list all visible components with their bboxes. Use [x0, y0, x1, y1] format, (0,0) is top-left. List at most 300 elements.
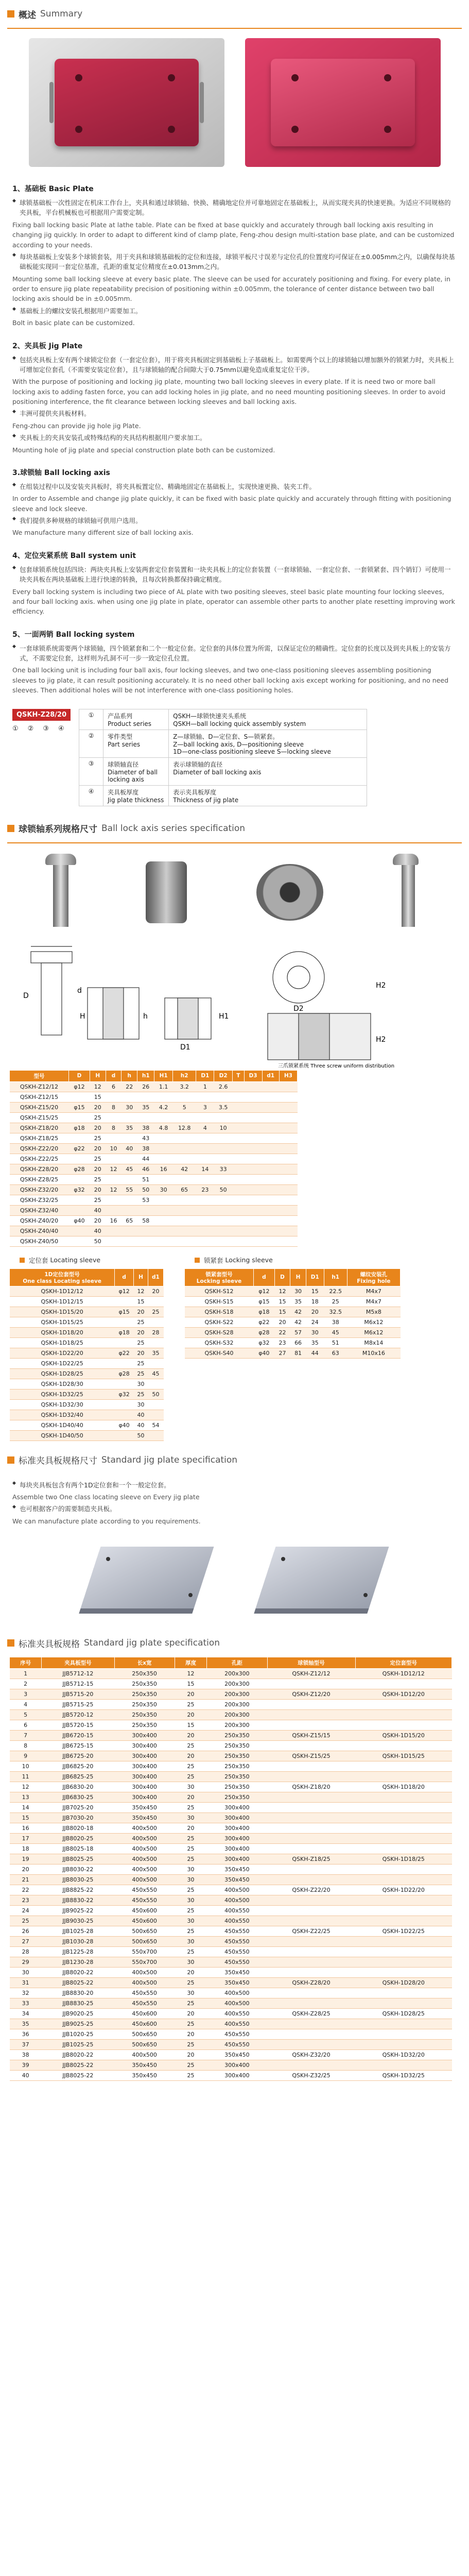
table-cell: 25 — [90, 1195, 106, 1205]
table-cell: QSKH-1D28/30 — [10, 1379, 115, 1389]
jig-table-row — [10, 1978, 452, 1988]
code-num: ① — [79, 709, 103, 730]
table-cell: 350x450 — [207, 2050, 267, 2060]
table-cell — [267, 1895, 355, 1906]
table-cell — [232, 1133, 244, 1143]
table-cell: JJB5712-15 — [42, 1679, 114, 1689]
table-cell — [232, 1184, 244, 1195]
table-cell — [154, 1174, 173, 1184]
jig-table-row — [10, 1947, 452, 1957]
table-cell — [267, 1823, 355, 1834]
column-header: H — [134, 1268, 148, 1286]
table-cell — [262, 1164, 279, 1174]
table-cell — [232, 1226, 244, 1236]
table-cell: JJB1230-28 — [42, 1957, 114, 1968]
table-cell: QSKH-1D12/12 — [355, 1669, 451, 1679]
table-cell: 550x700 — [114, 1947, 175, 1957]
table-cell: 25 — [134, 1337, 148, 1348]
table-cell — [115, 1337, 134, 1348]
section-3-p2-cn: ◆ 我们提供多种规格的球锁轴可供用户选用。 — [12, 516, 457, 526]
drawing-label-h1: H1 — [219, 1012, 229, 1021]
table-cell: 30 — [175, 1988, 206, 1998]
table-cell: 32 — [10, 1988, 42, 1998]
table-cell: QSKH-1D15/20 — [10, 1307, 115, 1317]
table-cell — [355, 2060, 451, 2071]
table-cell: 42 — [290, 1317, 306, 1327]
jig-table-row — [10, 2019, 452, 2029]
table-cell: 35 — [137, 1102, 154, 1112]
table-cell: φ12 — [115, 1286, 134, 1296]
table-cell: JJB8030-22 — [42, 1865, 114, 1875]
table-cell: 46 — [137, 1164, 154, 1174]
code-num: ③ — [79, 757, 103, 785]
table-cell: 300x400 — [207, 2060, 267, 2071]
table-cell: 44 — [306, 1348, 324, 1358]
table-cell: 300x400 — [207, 1823, 267, 1834]
table-cell: 30 — [134, 1399, 148, 1410]
column-header: D3 — [244, 1070, 262, 1081]
table-cell: JJB9025-22 — [42, 1906, 114, 1916]
table-cell: 9 — [10, 1751, 42, 1761]
table-cell: 7 — [10, 1731, 42, 1741]
table-cell: 40 — [134, 1420, 148, 1430]
table-cell: JJB7025-20 — [42, 1803, 114, 1813]
table-cell: 25 — [324, 1296, 347, 1307]
table-cell: 350x450 — [207, 1978, 267, 1988]
jig-note-cn: ◆ 每块夹具板包含有两个1D定位套和一个一般定位套。 — [12, 1480, 457, 1490]
table-cell: 11 — [10, 1772, 42, 1782]
table-cell — [106, 1236, 121, 1246]
code-value: 表示球锁轴的直径 Diameter of ball locking axis — [169, 757, 367, 785]
table-cell — [172, 1236, 196, 1246]
table-cell — [106, 1133, 121, 1143]
table-cell: 250x350 — [114, 1720, 175, 1731]
table-cell: 8 — [106, 1102, 121, 1112]
axis-table-row — [10, 1215, 298, 1226]
table-cell: 20 — [90, 1215, 106, 1226]
table-cell: QSKH-S18 — [185, 1307, 254, 1317]
code-key: 球锁轴直径 Diameter of ball locking axis — [103, 757, 169, 785]
axis-table-wrap — [0, 1070, 469, 1247]
table-cell: QSKH-Z15/25 — [267, 1751, 355, 1761]
table-cell: 250x350 — [114, 1710, 175, 1720]
table-cell: 20 — [175, 2029, 206, 2040]
table-cell: JJB1020-25 — [42, 2029, 114, 2040]
table-cell: 12 — [90, 1081, 106, 1092]
table-cell: 450x550 — [114, 1998, 175, 2009]
table-cell: 25 — [134, 1389, 148, 1399]
column-header: 螺纹安装孔 Fixing hole — [347, 1268, 400, 1286]
table-cell — [154, 1154, 173, 1164]
jig-table-title: 标准夹具板规格 — [19, 1639, 80, 1650]
table-cell — [115, 1399, 134, 1410]
axis-spec-title: 球锁轴系列规格尺寸 — [19, 824, 97, 835]
table-cell: 25 — [175, 2019, 206, 2029]
table-cell: 26 — [137, 1081, 154, 1092]
table-cell: 8 — [106, 1123, 121, 1133]
locking-table-row — [185, 1317, 401, 1327]
table-cell — [244, 1102, 262, 1112]
table-cell — [267, 1792, 355, 1803]
table-cell — [267, 1998, 355, 2009]
table-cell: 20 — [134, 1327, 148, 1337]
table-cell: 450x600 — [114, 1916, 175, 1926]
table-cell: 25 — [175, 1844, 206, 1854]
jig-plate-image-2 — [255, 1541, 389, 1619]
table-cell — [121, 1226, 137, 1236]
table-cell: QSKH-Z12/15 — [10, 1092, 69, 1102]
locating-table-row — [10, 1307, 164, 1317]
code-value: QSKH—球锁快速夹头系统 QSKH—ball locking quick assembly system — [169, 709, 367, 730]
table-cell: M4x7 — [347, 1296, 400, 1307]
table-cell — [154, 1133, 173, 1143]
column-header: d1 — [262, 1070, 279, 1081]
table-cell — [196, 1112, 214, 1123]
table-cell — [214, 1154, 233, 1164]
table-cell: JJB5720-15 — [42, 1720, 114, 1731]
jig-table-row — [10, 1988, 452, 1998]
table-cell: 300x400 — [114, 1751, 175, 1761]
table-cell: 400x550 — [207, 1906, 267, 1916]
table-cell: 2 — [10, 1679, 42, 1689]
table-cell — [262, 1215, 279, 1226]
table-cell: 16 — [106, 1215, 121, 1226]
table-cell: 58 — [137, 1215, 154, 1226]
table-cell — [267, 1947, 355, 1957]
table-cell — [196, 1205, 214, 1215]
table-cell: 27 — [274, 1348, 290, 1358]
jig-table-header — [0, 1629, 469, 1657]
drawing-label-h2-b: H2 — [376, 981, 386, 990]
table-cell: 200x300 — [207, 1689, 267, 1700]
table-cell — [148, 1296, 163, 1307]
table-cell — [279, 1205, 297, 1215]
drawing-label-d: D — [23, 991, 29, 1000]
locking-sleeve-image — [256, 864, 323, 921]
table-cell: QSKH-1D32/25 — [10, 1389, 115, 1399]
table-cell: JJB1225-28 — [42, 1947, 114, 1957]
table-cell — [262, 1195, 279, 1205]
table-cell — [148, 1430, 163, 1440]
table-cell: 65 — [121, 1215, 137, 1226]
table-cell — [267, 1916, 355, 1926]
jig-spec-header — [0, 1446, 469, 1474]
table-cell: 13 — [10, 1792, 42, 1803]
jig-table-row — [10, 2029, 452, 2040]
table-cell: QSKH-Z40/50 — [10, 1236, 69, 1246]
table-cell — [172, 1215, 196, 1226]
locating-table-row — [10, 1286, 164, 1296]
section-3-p1-cn: ◆ 在组装过程中以及安装夹具板时，将夹具板置定位、精确地固定在基础板上，实现快速更换、装夹工件。 — [12, 482, 457, 492]
table-cell — [267, 1679, 355, 1689]
table-cell — [232, 1092, 244, 1102]
column-header: d — [106, 1070, 121, 1081]
axis-table-row — [10, 1174, 298, 1184]
column-header: 1D定位套型号 One class Locating sleeve — [10, 1268, 115, 1286]
axis-table-row — [10, 1092, 298, 1102]
table-cell — [106, 1092, 121, 1102]
table-cell: 450x550 — [207, 1947, 267, 1957]
table-cell — [69, 1174, 90, 1184]
table-header-row — [10, 1268, 164, 1286]
table-cell — [279, 1226, 297, 1236]
table-cell: 400x500 — [207, 1998, 267, 2009]
jig-table-row — [10, 2050, 452, 2060]
table-cell — [355, 1865, 451, 1875]
table-cell: 400x500 — [114, 1875, 175, 1885]
jig-table-row — [10, 1885, 452, 1895]
locating-table-row — [10, 1379, 164, 1389]
table-cell: 36 — [10, 2029, 42, 2040]
table-cell: 300x400 — [207, 1834, 267, 1844]
table-cell: 20 — [90, 1102, 106, 1112]
table-cell — [244, 1215, 262, 1226]
table-cell: 500x650 — [114, 1926, 175, 1937]
table-cell — [106, 1174, 121, 1184]
table-cell: 350x450 — [207, 1875, 267, 1885]
section-3-p2-en: We manufacture many different size of ball locking axis. — [12, 529, 194, 537]
table-cell: 32.5 — [324, 1307, 347, 1317]
table-cell — [137, 1205, 154, 1215]
table-cell — [69, 1092, 90, 1102]
axis-table-row — [10, 1123, 298, 1133]
table-cell — [106, 1112, 121, 1123]
table-cell: 25 — [134, 1358, 148, 1368]
locking-sleeve-header — [184, 1252, 401, 1268]
jig-table-row — [10, 1792, 452, 1803]
section-ball-locking-axis — [0, 460, 469, 543]
table-cell: 35 — [10, 2019, 42, 2029]
table-cell — [214, 1143, 233, 1154]
table-cell — [244, 1236, 262, 1246]
table-cell — [232, 1174, 244, 1184]
column-header: h1 — [137, 1070, 154, 1081]
section-2-p3-cn: ◆ 夹具板上的夹具安装孔或特殊结构的夹具结构根据用户要求加工。 — [12, 433, 457, 443]
table-cell: 450x550 — [114, 1885, 175, 1895]
section-1-title: 1、基础板 Basic Plate — [12, 185, 94, 193]
table-cell: 30 — [290, 1286, 306, 1296]
table-cell: JJB9025-25 — [42, 2019, 114, 2029]
table-cell: QSKH-S32 — [185, 1337, 254, 1348]
table-cell: 400x500 — [114, 1834, 175, 1844]
code-key: 夹具板厚度 Jig plate thickness — [103, 785, 169, 806]
table-cell — [69, 1195, 90, 1205]
jig-table-row — [10, 1679, 452, 1689]
table-cell: 15 — [134, 1296, 148, 1307]
table-cell: 15 — [10, 1813, 42, 1823]
table-cell: 20 — [175, 1792, 206, 1803]
section-2-p1-en: With the purpose of positioning and locking jig plate, mounting two ball locking sleeves in every plate. If it is need two or more ball locking axis to adding fasten force, you can add locking holes in jig plate, and no need mounting positioning sleeves. In order to avoid positioning interference, the fit clearance between locking sleeves and ball locking axis. — [12, 378, 446, 405]
table-cell: 27 — [10, 1937, 42, 1947]
table-cell — [267, 1988, 355, 1998]
code-key: 零件类型 Part series — [103, 730, 169, 757]
table-cell: 12 — [106, 1184, 121, 1195]
table-cell: QSKH-1D32/30 — [10, 1399, 115, 1410]
table-cell — [262, 1143, 279, 1154]
table-cell — [154, 1236, 173, 1246]
table-cell: JJB6830-20 — [42, 1782, 114, 1792]
table-cell: 500x650 — [114, 1937, 175, 1947]
column-header: d — [254, 1268, 275, 1286]
table-cell: 30 — [175, 1865, 206, 1875]
table-cell: 39 — [10, 2060, 42, 2071]
table-cell — [355, 1937, 451, 1947]
table-cell: 400x500 — [114, 1844, 175, 1854]
table-cell — [244, 1205, 262, 1215]
axis-table-row — [10, 1112, 298, 1123]
section-4-title: 4、定位夹紧系统 Ball system unit — [12, 551, 136, 560]
table-cell: 3.5 — [214, 1102, 233, 1112]
table-cell: 300x400 — [207, 1813, 267, 1823]
section-5-title: 5、一面两销 Ball locking system — [12, 630, 135, 639]
table-cell: QSKH-Z15/25 — [10, 1112, 69, 1123]
table-cell: 1 — [10, 1669, 42, 1679]
table-cell: 250x350 — [207, 1772, 267, 1782]
orange-square-icon — [7, 1456, 14, 1464]
table-cell: JJB8030-25 — [42, 1875, 114, 1885]
table-cell: QSKH-Z32/25 — [267, 2071, 355, 2081]
table-cell: 35 — [121, 1123, 137, 1133]
locating-sleeve-subtitle: Locating sleeve — [50, 1256, 101, 1264]
table-cell: 300x400 — [114, 1761, 175, 1772]
table-cell: 450x550 — [207, 1957, 267, 1968]
table-cell: 400x500 — [114, 2050, 175, 2060]
table-cell: 1.1 — [154, 1081, 173, 1092]
technical-drawing-svg — [10, 941, 459, 1070]
jig-table-row — [10, 1720, 452, 1731]
table-cell — [244, 1143, 262, 1154]
axis-table-row — [10, 1081, 298, 1092]
table-cell — [196, 1143, 214, 1154]
table-cell: 350x450 — [207, 1865, 267, 1875]
table-cell: 25 — [148, 1307, 163, 1317]
column-header: D — [274, 1268, 290, 1286]
jig-table-row — [10, 1813, 452, 1823]
table-cell — [267, 1772, 355, 1782]
table-cell: 400x550 — [207, 2009, 267, 2019]
table-cell: 19 — [10, 1854, 42, 1865]
table-cell: JJB6825-20 — [42, 1761, 114, 1772]
table-cell — [279, 1081, 297, 1092]
locating-table-row — [10, 1410, 164, 1420]
positioning-sleeve-image — [146, 861, 187, 923]
table-cell: 65 — [172, 1184, 196, 1195]
table-cell: 81 — [290, 1348, 306, 1358]
table-cell: M4x7 — [347, 1286, 400, 1296]
table-cell — [232, 1112, 244, 1123]
table-cell: 30 — [10, 1968, 42, 1978]
jig-table-row — [10, 1803, 452, 1813]
table-cell: 38 — [10, 2050, 42, 2060]
table-cell: 20 — [134, 1307, 148, 1317]
table-cell: 22 — [274, 1327, 290, 1337]
table-cell — [172, 1112, 196, 1123]
table-cell: 200x300 — [207, 1679, 267, 1689]
table-cell: 25 — [175, 2040, 206, 2050]
table-cell: 30 — [154, 1184, 173, 1195]
table-cell — [244, 1184, 262, 1195]
table-cell: 50 — [137, 1184, 154, 1195]
table-cell — [172, 1092, 196, 1102]
column-header: 锁紧套型号 Locking sleeve — [185, 1268, 254, 1286]
table-cell — [232, 1195, 244, 1205]
table-cell: 400x500 — [114, 1823, 175, 1834]
table-cell: 450x600 — [114, 2019, 175, 2029]
table-header-row — [10, 1070, 298, 1081]
axis-table-row — [10, 1102, 298, 1112]
table-cell: φ40 — [69, 1215, 90, 1226]
model-code-tag: QSKH-Z28/20 — [12, 709, 71, 721]
table-cell: QSKH-1D18/20 — [355, 1782, 451, 1792]
table-cell — [232, 1123, 244, 1133]
table-cell: QSKH-Z32/20 — [267, 2050, 355, 2060]
orange-square-icon — [7, 10, 14, 18]
table-cell — [267, 1937, 355, 1947]
table-cell: 35 — [290, 1296, 306, 1307]
table-cell: QSKH-1D18/20 — [10, 1327, 115, 1337]
table-cell: 29 — [10, 1957, 42, 1968]
drawing-label-h2-a: H2 — [376, 1035, 386, 1044]
table-cell — [214, 1205, 233, 1215]
jig-table-row — [10, 1926, 452, 1937]
table-cell: 5 — [10, 1710, 42, 1720]
table-cell: 25 — [175, 1978, 206, 1988]
table-cell — [214, 1236, 233, 1246]
table-cell: 25 — [175, 1834, 206, 1844]
summary-title: 概述 — [19, 10, 36, 21]
table-cell: 300x400 — [114, 1741, 175, 1751]
table-cell: JJB8025-22 — [42, 2060, 114, 2071]
table-cell: JJB1030-28 — [42, 1937, 114, 1947]
table-cell — [244, 1081, 262, 1092]
table-cell — [355, 1741, 451, 1751]
summary-header — [0, 0, 469, 28]
table-cell: φ40 — [254, 1348, 275, 1358]
table-cell: QSKH-1D22/25 — [10, 1358, 115, 1368]
table-cell: 20 — [148, 1286, 163, 1296]
table-header-row — [10, 1657, 452, 1669]
table-cell: 20 — [90, 1184, 106, 1195]
table-cell: 15 — [306, 1286, 324, 1296]
jig-note2-en: We can manufacture plate according to you requirements. — [12, 1517, 201, 1525]
table-cell — [115, 1379, 134, 1389]
table-cell: JJB8830-20 — [42, 1988, 114, 1998]
table-cell — [355, 2019, 451, 2029]
table-cell: 18 — [10, 1844, 42, 1854]
section-1-note-en: Bolt in basic plate can be customized. — [12, 319, 135, 327]
table-cell — [355, 1792, 451, 1803]
code-value: Z—球锁轴、D—定位套、S—锁紧套。 Z—ball locking axis, D—positioning sleeve 1D—one-class positioning sleeve S—locking sleeve — [169, 730, 367, 757]
table-cell: 51 — [324, 1337, 347, 1348]
table-cell — [355, 2029, 451, 2040]
locating-table-row — [10, 1358, 164, 1368]
table-cell: 25 — [175, 1906, 206, 1916]
table-cell — [355, 1988, 451, 1998]
table-cell: 250x350 — [207, 1751, 267, 1761]
table-cell: JJB6725-20 — [42, 1751, 114, 1761]
column-header: 球锁轴型号 — [267, 1657, 355, 1669]
table-cell — [355, 1998, 451, 2009]
column-header: 定位套型号 — [355, 1657, 451, 1669]
table-cell: 25 — [10, 1916, 42, 1926]
table-cell: φ12 — [254, 1286, 275, 1296]
table-cell — [262, 1092, 279, 1102]
table-cell: 44 — [137, 1154, 154, 1164]
code-circle: ③ — [43, 724, 49, 733]
table-cell — [214, 1112, 233, 1123]
locating-table-row — [10, 1348, 164, 1358]
table-cell — [137, 1092, 154, 1102]
